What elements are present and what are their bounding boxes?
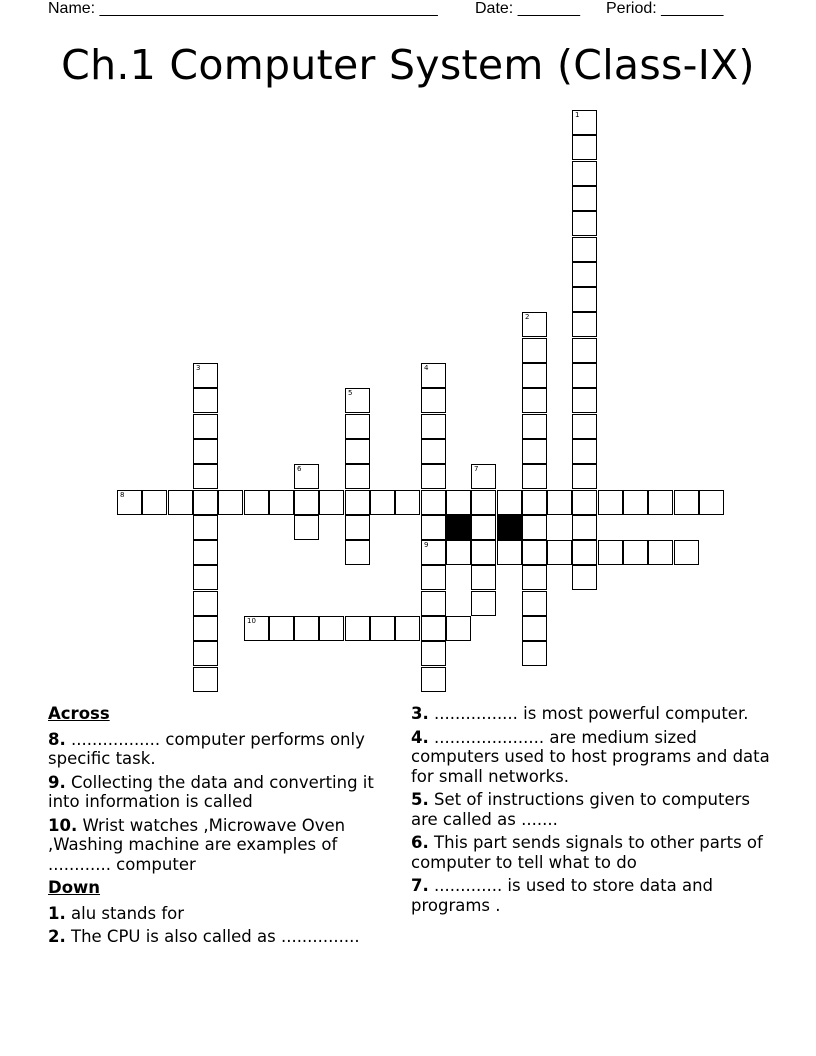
clue-number: 7. (411, 876, 429, 895)
crossword-cell[interactable] (572, 287, 597, 312)
clues-column-right (411, 704, 771, 919)
crossword-cell[interactable] (471, 540, 496, 565)
crossword-cell[interactable] (244, 616, 269, 641)
crossword-cell[interactable] (547, 490, 572, 515)
crossword-cell[interactable] (522, 641, 547, 666)
clue-number: 5. (411, 790, 429, 809)
crossword-cell[interactable] (572, 135, 597, 160)
crossword-cell[interactable] (497, 540, 522, 565)
crossword-cell[interactable] (294, 515, 319, 540)
crossword-cell[interactable] (446, 540, 471, 565)
crossword-cell[interactable] (522, 439, 547, 464)
clue-text: alu stands for (71, 903, 185, 923)
crossword-cell[interactable] (319, 616, 344, 641)
crossword-cell[interactable] (269, 616, 294, 641)
crossword-cell[interactable] (572, 312, 597, 337)
clue-down-3 (411, 704, 771, 724)
crossword-cell[interactable] (572, 237, 597, 262)
crossword-cell[interactable] (319, 490, 344, 515)
crossword-cell[interactable] (345, 388, 370, 413)
crossword-black-cell (497, 515, 522, 540)
crossword-cell[interactable] (623, 490, 648, 515)
clue-text: The CPU is also called as ............... (71, 927, 360, 946)
crossword-cell[interactable] (522, 540, 547, 565)
crossword-cell[interactable] (421, 667, 446, 692)
clue-down-2 (48, 927, 393, 947)
crossword-cell[interactable] (648, 540, 673, 565)
crossword-cell[interactable] (497, 490, 522, 515)
cell-clue-number: 2 (525, 313, 530, 321)
crossword-cell[interactable] (193, 616, 218, 641)
cell-clue-number: 5 (348, 389, 353, 397)
crossword-cell[interactable] (193, 515, 218, 540)
crossword-cell[interactable] (345, 464, 370, 489)
crossword-cell[interactable] (572, 540, 597, 565)
crossword-cell[interactable] (572, 186, 597, 211)
clue-number: 3. (411, 704, 429, 723)
crossword-cell[interactable] (522, 591, 547, 616)
crossword-cell[interactable] (572, 490, 597, 515)
clue-across-10 (48, 816, 393, 875)
crossword-cell[interactable] (522, 464, 547, 489)
header-fields (48, 0, 748, 20)
crossword-cell[interactable] (193, 363, 218, 388)
crossword-cell[interactable] (471, 565, 496, 590)
crossword-cell[interactable] (421, 540, 446, 565)
crossword-cell[interactable] (648, 490, 673, 515)
clue-number: 6. (411, 833, 429, 852)
crossword-cell[interactable] (572, 161, 597, 186)
crossword-cell[interactable] (294, 464, 319, 489)
clue-number: 4. (411, 727, 429, 747)
crossword-cell[interactable] (522, 312, 547, 337)
crossword-cell[interactable] (142, 490, 167, 515)
crossword-cell[interactable] (421, 515, 446, 540)
crossword-cell[interactable] (193, 641, 218, 666)
crossword-cell[interactable] (193, 667, 218, 692)
crossword-cell[interactable] (547, 540, 572, 565)
clue-number: 9. (48, 772, 66, 792)
clue-down-4 (411, 728, 771, 787)
crossword-cell[interactable] (421, 641, 446, 666)
crossword-cell[interactable] (522, 338, 547, 363)
crossword-cell[interactable] (193, 591, 218, 616)
cell-clue-number: 4 (424, 364, 429, 372)
crossword-cell[interactable] (395, 616, 420, 641)
crossword-cell[interactable] (572, 110, 597, 135)
crossword-cell[interactable] (294, 490, 319, 515)
crossword-cell[interactable] (471, 591, 496, 616)
crossword-cell[interactable] (244, 490, 269, 515)
crossword-cell[interactable] (572, 439, 597, 464)
crossword-cell[interactable] (421, 616, 446, 641)
crossword-cell[interactable] (421, 414, 446, 439)
crossword-cell[interactable] (572, 515, 597, 540)
crossword-cell[interactable] (471, 490, 496, 515)
page-title: Ch.1 Computer System (Class-IX) (61, 41, 755, 89)
crossword-cell[interactable] (345, 540, 370, 565)
crossword-cell[interactable] (345, 616, 370, 641)
crossword-cell[interactable] (572, 464, 597, 489)
crossword-cell[interactable] (345, 414, 370, 439)
crossword-cell[interactable] (471, 515, 496, 540)
crossword-cell[interactable] (193, 439, 218, 464)
crossword-cell[interactable] (522, 414, 547, 439)
crossword-cell[interactable] (370, 616, 395, 641)
clues-column-left (48, 704, 393, 951)
crossword-cell[interactable] (345, 439, 370, 464)
crossword-cell[interactable] (421, 490, 446, 515)
crossword-cell[interactable] (522, 565, 547, 590)
crossword-cell[interactable] (193, 565, 218, 590)
cell-clue-number: 3 (196, 364, 201, 372)
crossword-cell[interactable] (193, 414, 218, 439)
crossword-cell[interactable] (522, 388, 547, 413)
crossword-cell[interactable] (522, 490, 547, 515)
crossword-cell[interactable] (446, 616, 471, 641)
clue-text: Set of instructions given to computers are called as ....... (411, 790, 751, 829)
crossword-cell[interactable] (522, 515, 547, 540)
crossword-cell[interactable] (522, 616, 547, 641)
crossword-cell[interactable] (421, 388, 446, 413)
crossword-cell[interactable] (598, 490, 623, 515)
crossword-cell[interactable] (193, 540, 218, 565)
crossword-cell[interactable] (395, 490, 420, 515)
clue-text: ..................... are medium sized computers used to host programs and data for small networks. (411, 727, 770, 786)
crossword-cell[interactable] (572, 363, 597, 388)
across-heading: Across (48, 704, 110, 723)
period-field-label: Period: _______ (606, 0, 724, 17)
name-field-label: Name: ______________________________________ (48, 0, 438, 17)
crossword-cell[interactable] (572, 565, 597, 590)
clue-text: Wrist watches ,Microwave Oven ,Washing machine are examples of ............ computer (48, 815, 346, 874)
cell-clue-number: 1 (575, 111, 580, 119)
crossword-cell[interactable] (699, 490, 724, 515)
crossword-cell[interactable] (572, 388, 597, 413)
crossword-cell[interactable] (421, 565, 446, 590)
clue-number: 8. (48, 729, 66, 749)
crossword-cell[interactable] (193, 490, 218, 515)
crossword-cell[interactable] (421, 363, 446, 388)
clue-number: 10. (48, 815, 78, 835)
clue-number: 1. (48, 903, 66, 923)
crossword-cell[interactable] (370, 490, 395, 515)
crossword-cell[interactable] (345, 515, 370, 540)
crossword-cell[interactable] (674, 540, 699, 565)
crossword-cell[interactable] (421, 439, 446, 464)
crossword-cell[interactable] (421, 591, 446, 616)
clue-text: ................ is most powerful computer. (434, 704, 749, 723)
crossword-cell[interactable] (421, 464, 446, 489)
crossword-cell[interactable] (345, 490, 370, 515)
crossword-cell[interactable] (572, 338, 597, 363)
crossword-cell[interactable] (269, 490, 294, 515)
crossword-cell[interactable] (446, 490, 471, 515)
clue-text: ............. is used to store data and programs . (411, 876, 714, 915)
clue-across-9 (48, 773, 393, 812)
crossword-cell[interactable] (623, 540, 648, 565)
crossword-black-cell (446, 515, 471, 540)
crossword-cell[interactable] (598, 540, 623, 565)
crossword-cell[interactable] (294, 616, 319, 641)
date-field-label: Date: _______ (475, 0, 580, 17)
crossword-cell[interactable] (193, 388, 218, 413)
clue-number: 2. (48, 927, 66, 946)
clue-down-1 (48, 904, 393, 924)
crossword-cell[interactable] (471, 464, 496, 489)
clue-down-7 (411, 876, 771, 915)
cell-clue-number: 6 (297, 465, 302, 473)
cell-clue-number: 7 (474, 465, 479, 473)
clue-down-6 (411, 833, 771, 872)
clue-across-8 (48, 730, 393, 769)
clue-text: This part sends signals to other parts of computer to tell what to do (411, 833, 763, 872)
crossword-cell[interactable] (117, 490, 142, 515)
crossword-cell[interactable] (572, 211, 597, 236)
cell-clue-number: 10 (247, 617, 256, 625)
crossword-cell[interactable] (193, 464, 218, 489)
crossword-cell[interactable] (572, 262, 597, 287)
down-heading: Down (48, 878, 101, 897)
crossword-cell[interactable] (218, 490, 243, 515)
clue-text: ................. computer performs only specific task. (48, 729, 365, 768)
cell-clue-number: 8 (120, 491, 125, 499)
crossword-cell[interactable] (168, 490, 193, 515)
crossword-cell[interactable] (674, 490, 699, 515)
clue-down-5 (411, 790, 771, 829)
crossword-cell[interactable] (572, 414, 597, 439)
crossword-cell[interactable] (522, 363, 547, 388)
clue-text: Collecting the data and converting it into information is called (48, 772, 374, 811)
cell-clue-number: 9 (424, 541, 429, 549)
